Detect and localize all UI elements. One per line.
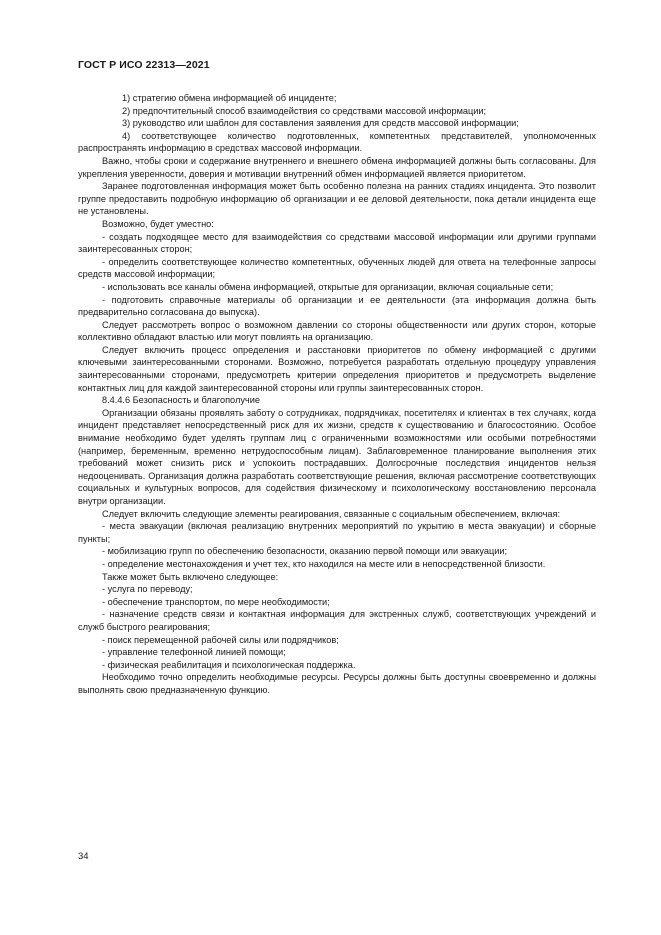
paragraph: Следует включить следующие элементы реагирования, связанные с социальным обеспечением, включая: — [102, 508, 561, 519]
page-number: 34 — [78, 851, 89, 862]
numbered-item: 1) стратегию обмена информацией об инциденте; — [122, 93, 337, 103]
list-item: - услуга по переводу; — [102, 584, 193, 595]
numbered-item: 4) соответствующее количество подготовленных, компетентных представителей, уполномоченных распространять информацию в средствах массовой информации. — [78, 130, 596, 154]
list-item: - мобилизацию групп по обеспечению безопасности, оказанию первой помощи или эвакуации; — [102, 546, 508, 557]
paragraph: Возможно, будет уместно: — [102, 218, 214, 229]
list-item: - определить соответствующее количество компетентных, обученных людей для ответа на телефонные запросы средств массовой информации; — [78, 256, 596, 280]
list-item: - создать подходящее место для взаимодействия со средствами массовой информации или другими группами заинтересованных сторон; — [78, 231, 596, 255]
list-item: - управление телефонной линией помощи; — [102, 647, 286, 658]
list-item: - назначение средств связи и контактная информация для экстренных служб, соответствующих учреждений и служб быстрого реагирования; — [78, 609, 596, 632]
list-item: - места эвакуации (включая реализацию внутренних мероприятий по укрытию в места эвакуации) и сборные пункты; — [78, 521, 596, 544]
numbered-item: 3) руководство или шаблон для составления заявления для средств массовой информации; — [122, 118, 519, 129]
list-item: - подготовить справочные материалы об организации и ее деятельности (эта информация должна быть предварительно согласована до выпуска). — [78, 294, 596, 318]
document-body — [78, 92, 596, 697]
paragraph: Следует включить процесс определения и расстановки приоритетов по обмену информацией с другими ключевыми заинтересованными сторонами. Возможно, потребуется разработать отдельную процедуру управления заинтересованными сторонами, предусмотреть критерии определения приоритетов и предусмотреть выделение контактных лиц для каждой заинтересованной стороны или группы заинтересованных сторон. — [78, 344, 596, 393]
list-item: - поиск перемещенной рабочей силы или подрядчиков; — [102, 634, 339, 645]
paragraph: Следует рассмотреть вопрос о возможном давлении со стороны общественности или других сторон, которые коллективно обладают властью или могут повлиять на организацию. — [78, 319, 596, 343]
document-header: ГОСТ Р ИСО 22313—2021 — [78, 59, 210, 71]
section-heading: 8.4.4.6 Безопасность и благополучие — [102, 395, 260, 406]
list-item: - физическая реабилитация и психологическая поддержка. — [102, 659, 356, 670]
paragraph: Необходимо точно определить необходимые ресурсы. Ресурсы должны быть доступны своевременно и должны выполнять свою предназначенную функцию. — [78, 672, 596, 695]
paragraph: Организации обязаны проявлять заботу о сотрудниках, подрядчиках, посетителях и клиентах в тех случаях, когда инцидент представляет непосредственный риск для их жизни, средств к существованию и благосостоянию. Особое внимание необходимо будет уделять группам лиц с ограниченными возможностями или особыми потребностями (например, беременным, временно нетрудоспособным лицам). Заблаговременное планирование выполнения этих требований может снизить риск и успокоить пострадавших. Долгосрочные последствия инцидентов нельзя недооценивать. Организация должна разработать соответствующие решения, включая рассмотрение соответствующих социальных и культурных вопросов, для содействия физическому и психологическому восстановлению персонала внутри организации. — [78, 407, 596, 506]
list-item: - использовать все каналы обмена информацией, открытые для организации, включая социальные сети; — [102, 281, 554, 292]
list-item: - определение местонахождения и учет тех, кто находился на месте или в непосредственной близости. — [102, 558, 546, 569]
paragraph: Заранее подготовленная информация может быть особенно полезна на ранних стадиях инцидента. Это позволит группе предоставить подробную информацию об организации и ее деловой деятельности, пока детали инцидента еще не установлены. — [78, 181, 596, 217]
list-item: - обеспечение транспортом, по мере необходимости; — [102, 596, 330, 607]
paragraph: Также может быть включено следующее: — [102, 571, 279, 582]
numbered-item: 2) предпочтительный способ взаимодействия со средствами массовой информации; — [122, 105, 487, 116]
paragraph: Важно, чтобы сроки и содержание внутреннего и внешнего обмена информацией должны быть согласованы. Для укрепления уверенности, доверия и мотивации внутренний обмен информацией является приоритетом. — [78, 155, 596, 179]
